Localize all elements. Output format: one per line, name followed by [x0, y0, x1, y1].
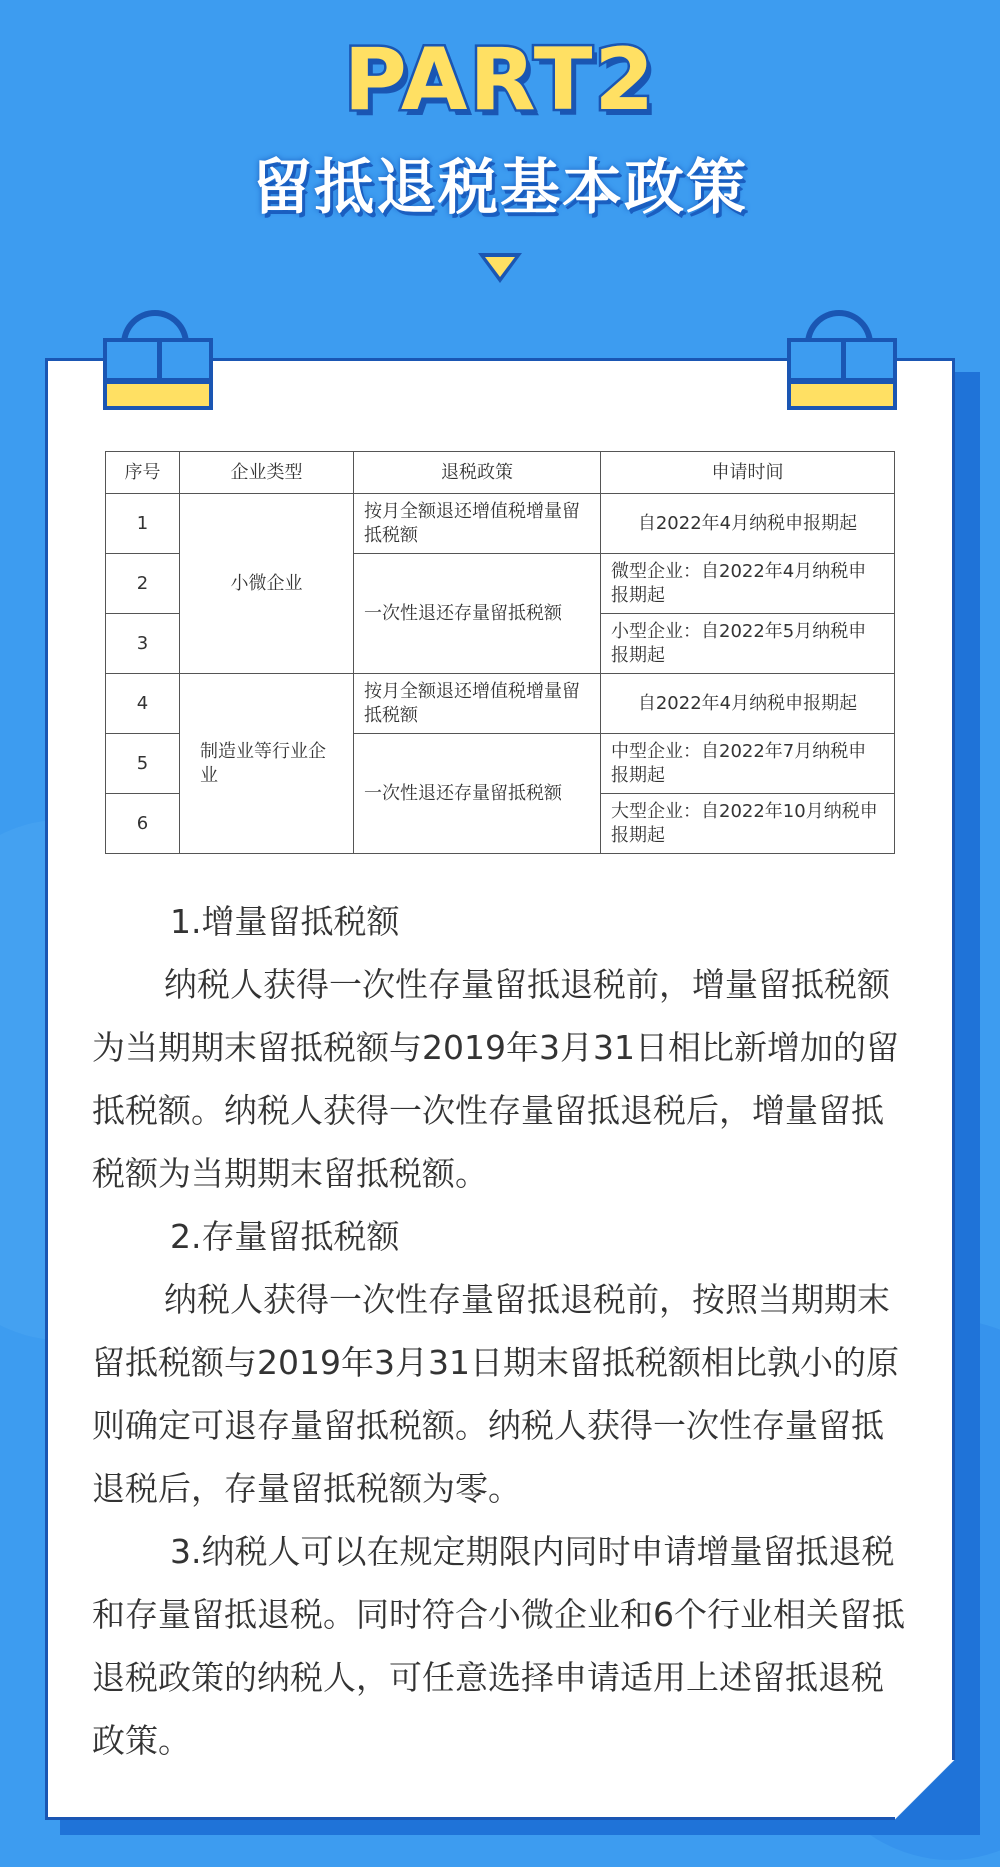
section-paragraph-incremental: 纳税人获得一次性存量留抵退税前，增量留抵税额为当期期末留抵税额与2019年3月31日相比新增加的留抵税额。纳税人获得一次性存量留抵退税后，增量留抵税额为当期期末留抵税额。: [92, 965, 899, 1193]
page-title: 留抵退税基本政策: [252, 153, 748, 223]
row-number: 3: [106, 614, 180, 674]
part-label: PART2: [343, 30, 657, 130]
column-header-refund-policy: 退税政策: [354, 452, 601, 494]
section-paragraph-concurrent-application: 3.纳税人可以在规定期限内同时申请增量留抵退税和存量留抵退税。同时符合小微企业和6个行业相关留抵退税政策的纳税人，可任意选择申请适用上述留抵退税政策。: [92, 1532, 905, 1760]
application-time-cell: 自2022年4月纳税申报期起: [601, 674, 895, 734]
row-number: 2: [106, 554, 180, 614]
enterprise-type-cell: 制造业等行业企业: [180, 674, 354, 854]
row-number: 4: [106, 674, 180, 734]
row-number: 6: [106, 794, 180, 854]
refund-policy-cell: 一次性退还存量留抵税额: [354, 554, 601, 674]
refund-policy-cell: 一次性退还存量留抵税额: [354, 734, 601, 854]
enterprise-type-cell: 小微企业: [180, 494, 354, 674]
table-header-row: [106, 452, 895, 494]
binder-clip-icon: [103, 310, 213, 410]
row-number: 5: [106, 734, 180, 794]
section-heading-incremental: 1.增量留抵税额: [170, 902, 400, 941]
application-time-cell: 小型企业：自2022年5月纳税申报期起: [601, 614, 895, 674]
section-heading-stock: 2.存量留抵税额: [170, 1217, 400, 1256]
binder-clip-icon: [787, 310, 897, 410]
down-arrow-icon: [478, 253, 522, 283]
column-header-application-time: 申请时间: [601, 452, 895, 494]
table-row: [106, 674, 895, 734]
application-time-cell: 中型企业：自2022年7月纳税申报期起: [601, 734, 895, 794]
application-time-cell: 大型企业：自2022年10月纳税申报期起: [601, 794, 895, 854]
refund-policy-cell: 按月全额退还增值税增量留抵税额: [354, 494, 601, 554]
refund-policy-cell: 按月全额退还增值税增量留抵税额: [354, 674, 601, 734]
policy-table: [105, 451, 895, 854]
section-paragraph-stock: 纳税人获得一次性存量留抵退税前，按照当期期末留抵税额与2019年3月31日期末留抵税额相比孰小的原则确定可退存量留抵税额。纳税人获得一次性存量留抵退税后，存量留抵税额为零。: [92, 1280, 899, 1508]
column-header-enterprise-type: 企业类型: [180, 452, 354, 494]
row-number: 1: [106, 494, 180, 554]
policy-explanation: [92, 890, 912, 1772]
application-time-cell: 自2022年4月纳税申报期起: [601, 494, 895, 554]
table-row: [106, 494, 895, 554]
column-header-number: 序号: [106, 452, 180, 494]
application-time-cell: 微型企业：自2022年4月纳税申报期起: [601, 554, 895, 614]
